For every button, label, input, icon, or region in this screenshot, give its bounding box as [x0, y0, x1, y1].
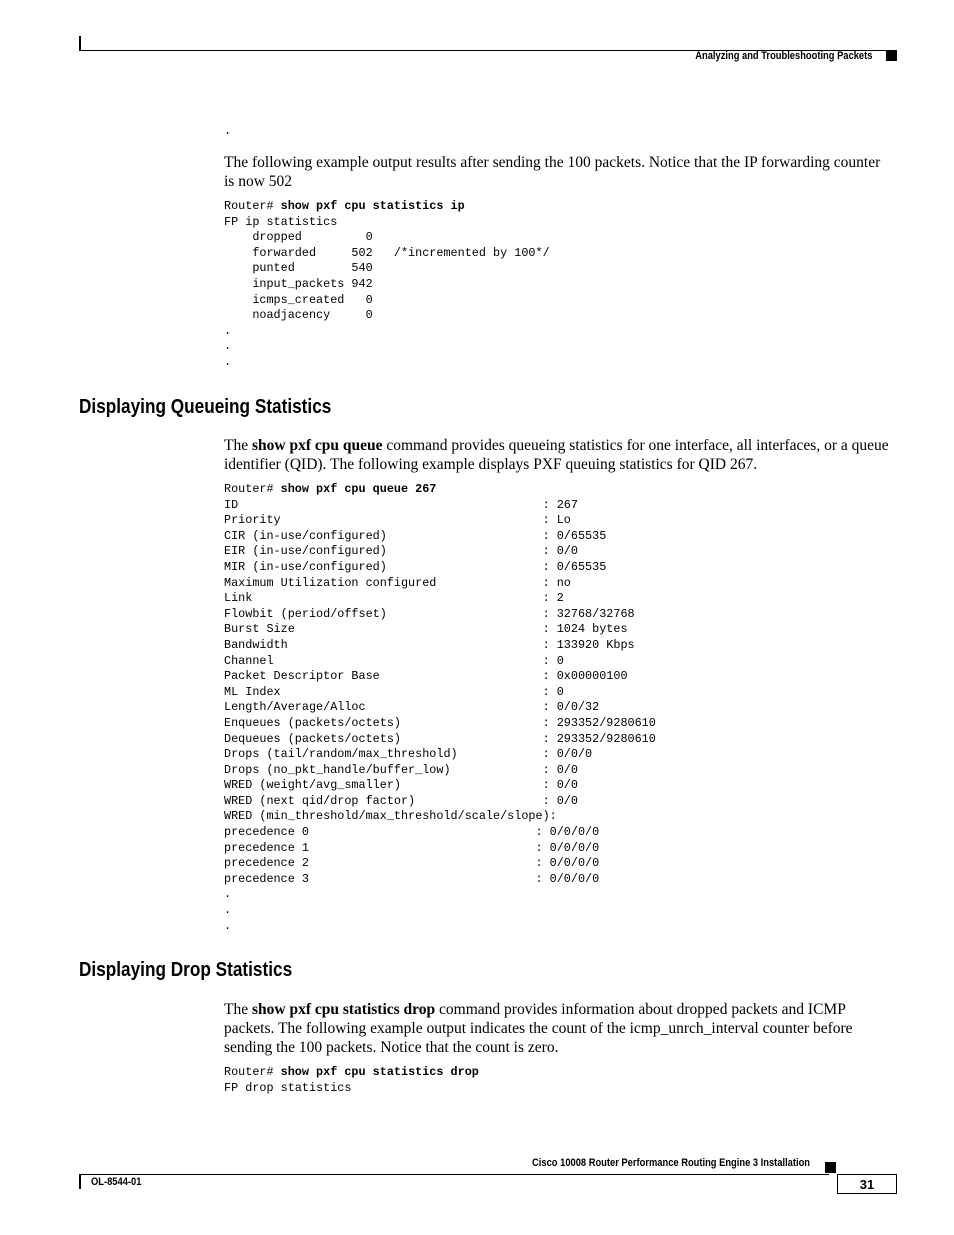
- code-block-drop-statistics: [224, 1065, 479, 1096]
- cli-command: show pxf cpu queue 267: [280, 482, 437, 496]
- cli-output: FP drop statistics: [224, 1080, 352, 1095]
- header-section-title: Analyzing and Troubleshooting Packets: [694, 50, 872, 62]
- cli-prompt: Router#: [224, 482, 281, 496]
- leading-ellipsis-dot: .: [224, 124, 232, 138]
- text-run: command provides queueing statistics for one interface, all interfaces, or a queue identifier (QID). The following example displays PXF queuing statistics for QID 267.: [224, 437, 889, 473]
- cli-prompt: Router#: [224, 199, 281, 213]
- text-run: command provides information about dropped packets and ICMP packets. The following example output indicates the count of the icmp_unrch_interval counter before sending the 100 packets. Notice that the count is zero.: [224, 1001, 853, 1056]
- footer-rule-vertical: [79, 1174, 81, 1189]
- page-number: 31: [837, 1174, 897, 1194]
- footer-marker: [825, 1162, 836, 1173]
- cli-command: show pxf cpu statistics drop: [280, 1065, 479, 1079]
- text-run: The: [224, 437, 252, 454]
- footer-rule: [79, 1174, 829, 1175]
- cli-prompt: Router#: [224, 1065, 281, 1079]
- section-heading-queueing: Displaying Queueing Statistics: [79, 396, 332, 418]
- cli-output: ID : 267 Priority : Lo CIR (in-use/configured) : 0/65535 EIR (in-use/configured) : 0/0 MIR (in-use/configured) : 0/65535 Maximum Utilization configured : no Link : 2 Flowbit (period/offset) : 32768/32768 Burst Size : 1024 bytes Bandwidth : 133920 Kbps Channel : 0 Packet Descriptor Base : 0x00000100 ML Index : 0 Length/Average/Alloc : 0/0/32 Enqueues (packets/octets) : 293352/9280610 Dequeues (packets/octets) : 293352/9280610 Drops (tail/random/max_threshold) : 0/0/0 Drops (no_pkt_handle/buffer_low) : 0/0 WRED (weight/avg_smaller) : 0/0 WRED (next qid/drop factor) : 0/0 WRED (min_threshold/max_threshold/scale/slope): precedence 0 : 0/0/0/0 precedence 1 : 0/0/0/0 precedence 2 : 0/0/0/0 precedence 3 : 0/0/0/0 . . .: [224, 497, 656, 933]
- command-name: show pxf cpu statistics drop: [251, 1001, 436, 1018]
- footer-book-title: Cisco 10008 Router Performance Routing Engine 3 Installation: [532, 1157, 810, 1169]
- command-name: show pxf cpu queue: [251, 437, 383, 454]
- cli-output: FP ip statistics dropped 0 forwarded 502 /*incremented by 100*/ punted 540 input_packets 942 icmps_created 0 noadjacency 0 . . .: [224, 214, 550, 369]
- section-heading-drop: Displaying Drop Statistics: [79, 959, 293, 981]
- code-block-queue-statistics: [224, 482, 656, 934]
- paragraph-queueing: [224, 436, 894, 474]
- cli-command: show pxf cpu statistics ip: [280, 199, 465, 213]
- footer-doc-number: OL-8544-01: [91, 1176, 142, 1188]
- text-run: The: [224, 1001, 252, 1018]
- header-rule-vertical: [79, 36, 81, 51]
- header-marker: [886, 50, 897, 61]
- paragraph-drop: [224, 1000, 894, 1057]
- code-block-ip-statistics: [224, 199, 550, 371]
- paragraph-ip-forwarding: The following example output results after sending the 100 packets. Notice that the IP forwarding counter is now 502: [224, 154, 881, 190]
